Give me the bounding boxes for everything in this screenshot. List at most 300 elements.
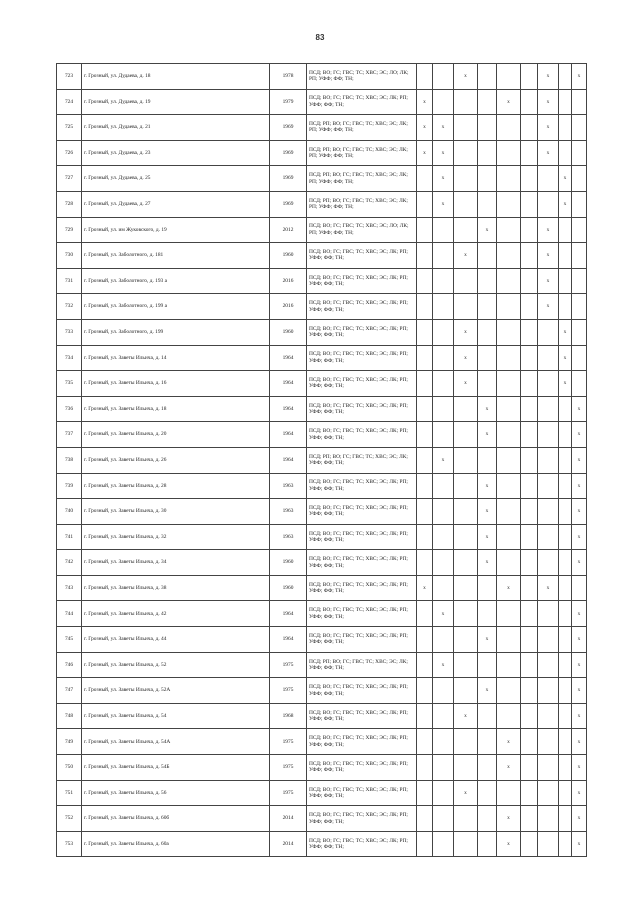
work-types-cell: ПСД; ВО; ГС; ГВС; ТС; ХВС; ЭС; ЛО; ЛК; РП; УФФ; ФФ; ТН; [307, 64, 417, 90]
table-row [57, 191, 587, 217]
year-mark-cell [521, 140, 538, 166]
year-mark-cell [478, 115, 497, 141]
year-mark-cell [478, 191, 497, 217]
year-mark-cell: x [572, 601, 587, 627]
year-mark-cell [433, 550, 454, 576]
year-mark-cell [478, 447, 497, 473]
row-number-cell: 748 [57, 703, 82, 729]
address-cell: г. Грозный, ул. Заветы Ильича, д. 18 [82, 396, 270, 422]
year-built-cell: 1964 [270, 627, 307, 653]
year-mark-cell [433, 831, 454, 857]
row-number-cell: 730 [57, 243, 82, 269]
year-mark-cell: x [478, 473, 497, 499]
year-mark-cell [454, 627, 478, 653]
row-number-cell: 727 [57, 166, 82, 192]
year-mark-cell: x [538, 115, 559, 141]
address-cell: г. Грозный, ул. Заветы Ильича, д. 60а [82, 831, 270, 857]
year-mark-cell [478, 371, 497, 397]
year-mark-cell [559, 499, 572, 525]
work-types-cell: ПСД; ВО; ГС; ГВС; ТС; ХВС; ЭС; ЛК; РП; УФФ; ФФ; ТН; [307, 729, 417, 755]
year-mark-cell [478, 729, 497, 755]
year-mark-cell [478, 831, 497, 857]
year-mark-cell [538, 499, 559, 525]
year-mark-cell [559, 550, 572, 576]
year-built-cell: 1975 [270, 755, 307, 781]
year-mark-cell: x [478, 678, 497, 704]
year-built-cell: 1964 [270, 422, 307, 448]
year-mark-cell [521, 729, 538, 755]
year-mark-cell [497, 780, 521, 806]
row-number-cell: 739 [57, 473, 82, 499]
year-mark-cell [572, 89, 587, 115]
year-mark-cell [454, 473, 478, 499]
year-mark-cell [521, 89, 538, 115]
address-cell: г. Грозный, ул. Заветы Ильича, д. 14 [82, 345, 270, 371]
work-types-cell: ПСД; ВО; ГС; ГВС; ТС; ХВС; ЭС; ЛК; РП; УФФ; ФФ; ТН; [307, 499, 417, 525]
year-mark-cell [572, 371, 587, 397]
year-mark-cell [417, 755, 433, 781]
year-mark-cell [417, 627, 433, 653]
year-mark-cell [572, 345, 587, 371]
year-mark-cell [572, 115, 587, 141]
address-cell: г. Грозный, ул. Дудаева, д. 27 [82, 191, 270, 217]
year-mark-cell [417, 319, 433, 345]
page-number: 83 [315, 33, 325, 42]
table-row [57, 831, 587, 857]
year-mark-cell [538, 831, 559, 857]
year-mark-cell [433, 268, 454, 294]
year-mark-cell [454, 831, 478, 857]
year-mark-cell: x [572, 550, 587, 576]
year-mark-cell [538, 601, 559, 627]
work-types-cell: ПСД; ВО; ГС; ГВС; ТС; ХВС; ЭС; ЛК; РП; УФФ; ФФ; ТН; [307, 524, 417, 550]
year-mark-cell: x [572, 422, 587, 448]
row-number-cell: 753 [57, 831, 82, 857]
year-mark-cell [559, 703, 572, 729]
year-mark-cell [454, 729, 478, 755]
year-mark-cell [538, 652, 559, 678]
work-types-cell: ПСД; ВО; ГС; ГВС; ТС; ХВС; ЭС; ЛК; РП; УФФ; ФФ; ТН; [307, 755, 417, 781]
year-mark-cell: x [572, 396, 587, 422]
address-cell: г. Грозный, ул. Дудаева, д. 25 [82, 166, 270, 192]
year-mark-cell [521, 422, 538, 448]
year-mark-cell [521, 831, 538, 857]
table-row [57, 140, 587, 166]
table-row [57, 64, 587, 90]
year-mark-cell [454, 89, 478, 115]
year-mark-cell [478, 652, 497, 678]
year-mark-cell [559, 780, 572, 806]
row-number-cell: 738 [57, 447, 82, 473]
year-mark-cell: x [572, 831, 587, 857]
year-built-cell: 2014 [270, 806, 307, 832]
year-mark-cell [433, 217, 454, 243]
year-mark-cell [497, 703, 521, 729]
address-cell: г. Грозный, ул. Заветы Ильича, д. 30 [82, 499, 270, 525]
year-mark-cell: x [497, 89, 521, 115]
year-mark-cell [559, 678, 572, 704]
row-number-cell: 747 [57, 678, 82, 704]
year-mark-cell [521, 550, 538, 576]
address-cell: г. Грозный, ул. Дудаева, д. 19 [82, 89, 270, 115]
year-mark-cell [538, 550, 559, 576]
address-cell: г. Грозный, ул. Заболотного, д. 181 [82, 243, 270, 269]
table-row [57, 396, 587, 422]
year-mark-cell [572, 140, 587, 166]
year-mark-cell [521, 806, 538, 832]
year-mark-cell [478, 755, 497, 781]
year-mark-cell [454, 268, 478, 294]
work-types-cell: ПСД; РП; ВО; ГС; ГВС; ТС; ХВС; ЭС; ЛК; РП; УФФ; ФФ; ТН; [307, 140, 417, 166]
year-mark-cell [572, 191, 587, 217]
work-types-cell: ПСД; ВО; ГС; ГВС; ТС; ХВС; ЭС; ЛК; РП; УФФ; ФФ; ТН; [307, 268, 417, 294]
year-mark-cell [454, 217, 478, 243]
row-number-cell: 745 [57, 627, 82, 653]
row-number-cell: 744 [57, 601, 82, 627]
year-mark-cell [521, 243, 538, 269]
year-mark-cell [559, 755, 572, 781]
year-mark-cell [478, 575, 497, 601]
year-mark-cell: x [454, 371, 478, 397]
table-row [57, 780, 587, 806]
year-mark-cell [572, 243, 587, 269]
year-mark-cell [538, 345, 559, 371]
year-mark-cell [433, 524, 454, 550]
year-mark-cell [538, 166, 559, 192]
year-mark-cell: x [478, 550, 497, 576]
address-cell: г. Грозный, ул. Заветы Ильича, д. 32 [82, 524, 270, 550]
table-row [57, 652, 587, 678]
year-mark-cell: x [454, 703, 478, 729]
year-mark-cell [497, 473, 521, 499]
address-cell: г. Грозный, ул. Заветы Ильича, д. 38 [82, 575, 270, 601]
year-mark-cell [572, 268, 587, 294]
year-mark-cell [538, 524, 559, 550]
year-mark-cell [454, 601, 478, 627]
year-mark-cell [478, 140, 497, 166]
address-cell: г. Грозный, ул. Заветы Ильича, д. 54 [82, 703, 270, 729]
year-mark-cell [454, 396, 478, 422]
year-mark-cell: x [559, 166, 572, 192]
work-types-cell: ПСД; ВО; ГС; ГВС; ТС; ХВС; ЭС; ЛК; РП; УФФ; ФФ; ТН; [307, 422, 417, 448]
year-mark-cell: x [559, 191, 572, 217]
year-mark-cell [417, 371, 433, 397]
table-row [57, 319, 587, 345]
year-mark-cell [521, 601, 538, 627]
year-built-cell: 2016 [270, 294, 307, 320]
address-cell: г. Грозный, ул. Заветы Ильича, д. 42 [82, 601, 270, 627]
year-mark-cell [559, 575, 572, 601]
year-mark-cell [478, 345, 497, 371]
year-mark-cell [454, 166, 478, 192]
year-mark-cell [454, 447, 478, 473]
year-mark-cell: x [538, 64, 559, 90]
year-mark-cell [433, 703, 454, 729]
address-cell: г. Грозный, ул. Заветы Ильича, д. 20 [82, 422, 270, 448]
work-types-cell: ПСД; ВО; ГС; ГВС; ТС; ХВС; ЭС; ЛО; ЛК; РП; УФФ; ФФ; ТН; [307, 217, 417, 243]
year-mark-cell: x [454, 780, 478, 806]
table-row [57, 422, 587, 448]
year-mark-cell: x [433, 191, 454, 217]
work-types-cell: ПСД; ВО; ГС; ГВС; ТС; ХВС; ЭС; ЛК; РП; УФФ; ФФ; ТН; [307, 473, 417, 499]
year-mark-cell [417, 422, 433, 448]
year-mark-cell [521, 652, 538, 678]
work-types-cell: ПСД; ВО; ГС; ГВС; ТС; ХВС; ЭС; ЛК; РП; УФФ; ФФ; ТН; [307, 627, 417, 653]
year-mark-cell [433, 780, 454, 806]
year-mark-cell [454, 140, 478, 166]
year-mark-cell [417, 729, 433, 755]
year-mark-cell [417, 166, 433, 192]
year-mark-cell: x [572, 678, 587, 704]
year-mark-cell [521, 627, 538, 653]
year-mark-cell: x [454, 345, 478, 371]
row-number-cell: 737 [57, 422, 82, 448]
year-mark-cell [454, 652, 478, 678]
year-mark-cell [497, 268, 521, 294]
year-mark-cell [538, 755, 559, 781]
year-mark-cell [572, 294, 587, 320]
row-number-cell: 723 [57, 64, 82, 90]
year-mark-cell [454, 678, 478, 704]
year-mark-cell [572, 217, 587, 243]
work-types-cell: ПСД; ВО; ГС; ГВС; ТС; ХВС; ЭС; ЛК; РП; УФФ; ФФ; ТН; [307, 89, 417, 115]
year-mark-cell [433, 243, 454, 269]
table-row [57, 371, 587, 397]
year-mark-cell: x [433, 601, 454, 627]
year-built-cell: 1960 [270, 319, 307, 345]
year-mark-cell [417, 64, 433, 90]
year-mark-cell [497, 243, 521, 269]
year-mark-cell [417, 831, 433, 857]
year-mark-cell: x [454, 243, 478, 269]
year-mark-cell [497, 319, 521, 345]
year-mark-cell [538, 806, 559, 832]
year-mark-cell [521, 524, 538, 550]
year-mark-cell [559, 601, 572, 627]
year-mark-cell: x [478, 499, 497, 525]
row-number-cell: 750 [57, 755, 82, 781]
year-mark-cell [559, 831, 572, 857]
year-mark-cell [417, 499, 433, 525]
year-mark-cell [454, 806, 478, 832]
year-mark-cell [454, 294, 478, 320]
year-mark-cell [497, 652, 521, 678]
year-mark-cell [497, 447, 521, 473]
address-cell: г. Грозный, ул. Заветы Ильича, д. 60б [82, 806, 270, 832]
year-mark-cell: x [478, 627, 497, 653]
year-mark-cell [433, 729, 454, 755]
year-mark-cell: x [454, 319, 478, 345]
year-mark-cell: x [572, 703, 587, 729]
row-number-cell: 731 [57, 268, 82, 294]
address-cell: г. Грозный, ул. Дудаева, д. 18 [82, 64, 270, 90]
year-mark-cell [433, 499, 454, 525]
work-types-cell: ПСД; ВО; ГС; ГВС; ТС; ХВС; ЭС; ЛК; РП; УФФ; ФФ; ТН; [307, 550, 417, 576]
year-mark-cell: x [478, 524, 497, 550]
year-mark-cell [538, 396, 559, 422]
year-mark-cell [417, 396, 433, 422]
year-mark-cell [417, 268, 433, 294]
year-mark-cell [538, 447, 559, 473]
year-mark-cell [433, 806, 454, 832]
year-built-cell: 1963 [270, 473, 307, 499]
year-mark-cell [521, 396, 538, 422]
year-mark-cell [521, 780, 538, 806]
work-types-cell: ПСД; РП; ВО; ГС; ГВС; ТС; ХВС; ЭС; ЛК; РП; УФФ; ФФ; ТН; [307, 115, 417, 141]
year-mark-cell [478, 243, 497, 269]
year-mark-cell [497, 499, 521, 525]
year-mark-cell [497, 191, 521, 217]
year-mark-cell [559, 268, 572, 294]
year-mark-cell: x [538, 575, 559, 601]
year-mark-cell [417, 652, 433, 678]
year-mark-cell [454, 524, 478, 550]
year-mark-cell [497, 345, 521, 371]
work-types-cell: ПСД; ВО; ГС; ГВС; ТС; ХВС; ЭС; ЛК; РП; УФФ; ФФ; ТН; [307, 294, 417, 320]
year-mark-cell [497, 601, 521, 627]
year-mark-cell [521, 319, 538, 345]
year-built-cell: 1975 [270, 678, 307, 704]
year-mark-cell [538, 319, 559, 345]
year-mark-cell [559, 447, 572, 473]
year-mark-cell: x [478, 217, 497, 243]
year-mark-cell [559, 294, 572, 320]
address-cell: г. Грозный, ул. Заветы Ильича, д. 52 [82, 652, 270, 678]
year-mark-cell [559, 89, 572, 115]
year-mark-cell [478, 268, 497, 294]
year-mark-cell: x [538, 243, 559, 269]
year-built-cell: 1963 [270, 524, 307, 550]
year-mark-cell [538, 678, 559, 704]
year-mark-cell: x [478, 396, 497, 422]
table-row [57, 447, 587, 473]
year-mark-cell [433, 89, 454, 115]
year-mark-cell [559, 652, 572, 678]
year-mark-cell: x [572, 499, 587, 525]
year-mark-cell [497, 115, 521, 141]
address-cell: г. Грозный, ул. Заветы Ильича, д. 34 [82, 550, 270, 576]
year-mark-cell: x [538, 140, 559, 166]
work-types-cell: ПСД; РП; ВО; ГС; ГВС; ТС; ХВС; ЭС; ЛК; УФФ; ФФ; ТН; [307, 652, 417, 678]
row-number-cell: 752 [57, 806, 82, 832]
year-mark-cell [559, 806, 572, 832]
table-row [57, 755, 587, 781]
year-mark-cell [417, 678, 433, 704]
year-built-cell: 1975 [270, 780, 307, 806]
year-mark-cell [417, 243, 433, 269]
year-mark-cell [521, 678, 538, 704]
year-mark-cell [478, 780, 497, 806]
year-mark-cell: x [572, 447, 587, 473]
row-number-cell: 725 [57, 115, 82, 141]
year-mark-cell [559, 64, 572, 90]
year-mark-cell: x [572, 652, 587, 678]
year-built-cell: 2014 [270, 831, 307, 857]
table-row [57, 524, 587, 550]
year-mark-cell: x [572, 627, 587, 653]
address-cell: г. Грозный, ул. Заветы Ильича, д. 28 [82, 473, 270, 499]
work-types-cell: ПСД; РП; ВО; ГС; ГВС; ТС; ХВС; ЭС; ЛК; РП; УФФ; ФФ; ТН; [307, 166, 417, 192]
work-types-cell: ПСД; ВО; ГС; ГВС; ТС; ХВС; ЭС; ЛК; РП; УФФ; ФФ; ТН; [307, 575, 417, 601]
year-mark-cell: x [497, 575, 521, 601]
table-row [57, 243, 587, 269]
year-mark-cell [497, 678, 521, 704]
year-mark-cell: x [433, 447, 454, 473]
year-mark-cell [521, 217, 538, 243]
year-mark-cell [521, 575, 538, 601]
year-mark-cell: x [417, 140, 433, 166]
year-mark-cell: x [433, 652, 454, 678]
year-mark-cell [538, 627, 559, 653]
year-built-cell: 1964 [270, 601, 307, 627]
year-mark-cell: x [454, 64, 478, 90]
year-mark-cell [559, 243, 572, 269]
year-mark-cell: x [417, 575, 433, 601]
year-mark-cell [478, 64, 497, 90]
year-mark-cell [497, 371, 521, 397]
row-number-cell: 729 [57, 217, 82, 243]
table-row [57, 217, 587, 243]
table-row [57, 550, 587, 576]
year-built-cell: 1968 [270, 703, 307, 729]
work-types-cell: ПСД; ВО; ГС; ГВС; ТС; ХВС; ЭС; ЛК; РП; УФФ; ФФ; ТН; [307, 806, 417, 832]
year-mark-cell [559, 473, 572, 499]
table-row [57, 115, 587, 141]
year-mark-cell [478, 89, 497, 115]
table-row [57, 627, 587, 653]
year-mark-cell [417, 473, 433, 499]
work-types-cell: ПСД; ВО; ГС; ГВС; ТС; ХВС; ЭС; ЛК; РП; УФФ; ФФ; ТН; [307, 319, 417, 345]
year-mark-cell: x [559, 371, 572, 397]
year-mark-cell [478, 319, 497, 345]
year-mark-cell [559, 524, 572, 550]
year-mark-cell [538, 191, 559, 217]
year-mark-cell [454, 499, 478, 525]
year-mark-cell [538, 371, 559, 397]
address-cell: г. Грозный, ул. Заболотного, д. 199 а [82, 294, 270, 320]
work-types-cell: ПСД; ВО; ГС; ГВС; ТС; ХВС; ЭС; ЛК; РП; УФФ; ФФ; ТН; [307, 371, 417, 397]
work-types-cell: ПСД; РП; ВО; ГС; ГВС; ТС; ХВС; ЭС; ЛК; РП; УФФ; ФФ; ТН; [307, 191, 417, 217]
year-mark-cell [497, 550, 521, 576]
year-mark-cell [433, 755, 454, 781]
year-mark-cell [497, 627, 521, 653]
work-types-cell: ПСД; ВО; ГС; ГВС; ТС; ХВС; ЭС; ЛК; РП; УФФ; ФФ; ТН; [307, 601, 417, 627]
year-built-cell: 1964 [270, 447, 307, 473]
year-mark-cell [559, 422, 572, 448]
year-built-cell: 1963 [270, 499, 307, 525]
address-cell: г. Грозный, ул. Заветы Ильича, д. 54А [82, 729, 270, 755]
year-built-cell: 1964 [270, 345, 307, 371]
year-mark-cell [521, 703, 538, 729]
year-built-cell: 1960 [270, 575, 307, 601]
table-row [57, 294, 587, 320]
year-mark-cell [521, 499, 538, 525]
year-built-cell: 1960 [270, 243, 307, 269]
year-mark-cell [538, 473, 559, 499]
year-mark-cell [478, 806, 497, 832]
work-types-cell: ПСД; ВО; ГС; ГВС; ТС; ХВС; ЭС; ЛК; РП; УФФ; ФФ; ТН; [307, 678, 417, 704]
year-mark-cell [572, 166, 587, 192]
year-mark-cell [572, 319, 587, 345]
year-mark-cell: x [572, 64, 587, 90]
table-row [57, 268, 587, 294]
year-built-cell: 1979 [270, 89, 307, 115]
row-number-cell: 740 [57, 499, 82, 525]
year-mark-cell: x [538, 294, 559, 320]
year-mark-cell [559, 729, 572, 755]
address-cell: г. Грозный, ул. Заветы Ильича, д. 56 [82, 780, 270, 806]
address-cell: г. Грозный, ул. Заболотного, д. 193 а [82, 268, 270, 294]
